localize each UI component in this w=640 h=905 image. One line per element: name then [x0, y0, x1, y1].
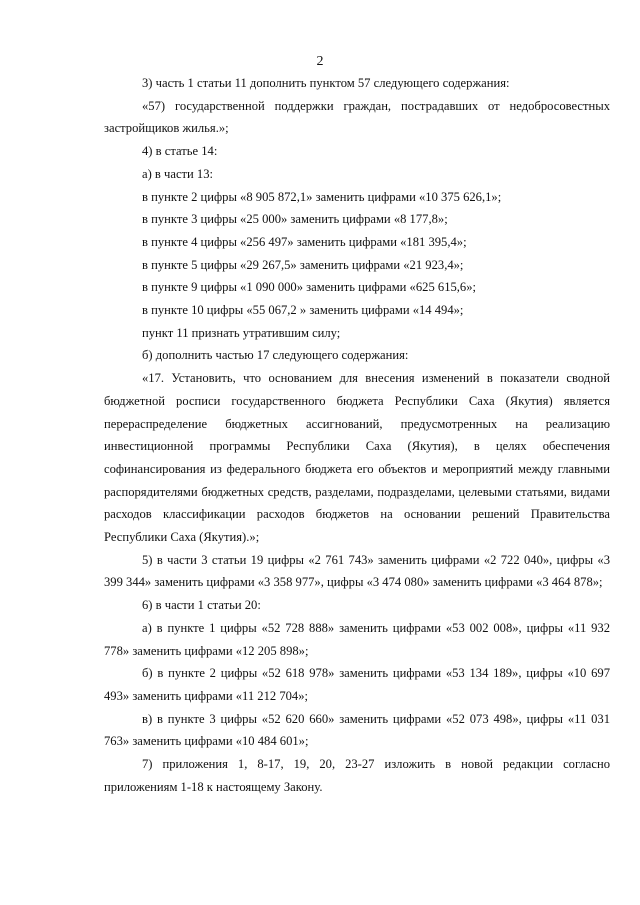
page-number: 2 [316, 54, 324, 69]
paragraph-item-3: 3) часть 1 статьи 11 дополнить пунктом 57 следующего содержания: [142, 76, 510, 90]
clause-point-2: в пункте 2 цифры «8 905 872,1» заменить цифрами «10 375 626,1»; [142, 189, 502, 204]
clause-point-10: в пункте 10 цифры «55 067,2 » заменить цифрами «14 494»; [142, 303, 464, 318]
clause-point-4: в пункте 4 цифры «256 497» заменить цифрами «181 395,4»; [142, 234, 467, 249]
clause-point-5: в пункте 5 цифры «29 267,5» заменить цифрами «21 923,4»; [142, 257, 464, 272]
paragraph-item-4: 4) в статье 14: [142, 144, 218, 159]
subitem-6b: б) в пункте 2 цифры «52 618 978» заменить цифрами «53 134 189», цифры «10 697 493» заменить цифрами «11 212 704»; [104, 666, 610, 703]
subitem-6v: в) в пункте 3 цифры «52 620 660» заменить цифрами «52 073 498», цифры «11 031 763» заменить цифрами «10 484 601»; [104, 711, 610, 749]
subitem-6a: а) в пункте 1 цифры «52 728 888» заменить цифрами «53 002 008», цифры «11 932 778» заменить цифрами «12 205 898»; [104, 620, 610, 658]
clause-point-11: пункт 11 признать утратившим силу; [142, 325, 341, 340]
paragraph-item-6: 6) в части 1 статьи 20: [142, 598, 261, 613]
clause-point-3: в пункте 3 цифры «25 000» заменить цифрами «8 177,8»; [142, 212, 448, 227]
quote-item-57: «57) государственной поддержки граждан, пострадавших от недобросовестных застройщиков жилья.»; [104, 98, 610, 136]
paragraph-item-5: 5) в части 3 статьи 19 цифры «2 761 743» заменить цифрами «2 722 040», цифры «3 399 344» заменить цифрами «3 358 977», цифры «3 474 080» заменить цифрами «3 464 878»; [104, 552, 610, 590]
clause-point-9: в пункте 9 цифры «1 090 000» заменить цифрами «625 615,6»; [142, 280, 477, 295]
document-body [104, 72, 610, 799]
paragraph-item-7: 7) приложения 1, 8-17, 19, 20, 23-27 изложить в новой редакции согласно приложениям 1-18 к настоящему Закону. [104, 757, 610, 794]
subitem-b: б) дополнить частью 17 следующего содержания: [142, 348, 409, 363]
quote-part-17: «17. Установить, что основанием для внесения изменений в показатели сводной бюджетной росписи государственного бюджета Республики Саха (Якутия) является перераспределение бюджетных ассигнований, предусмотренных на реализацию инвестиционной программы Республики Саха (Якутия), в целях обеспечения софинансирования из федерального бюджета его объектов и мероприятий между главными распорядителями бюджетных средств, разделами, подразделами, целевыми статьями, видами расходов классификации расходов бюджетов на основании решений Правительства Республики Саха (Якутия).»; [104, 371, 610, 545]
subitem-a: а) в части 13: [142, 166, 214, 181]
